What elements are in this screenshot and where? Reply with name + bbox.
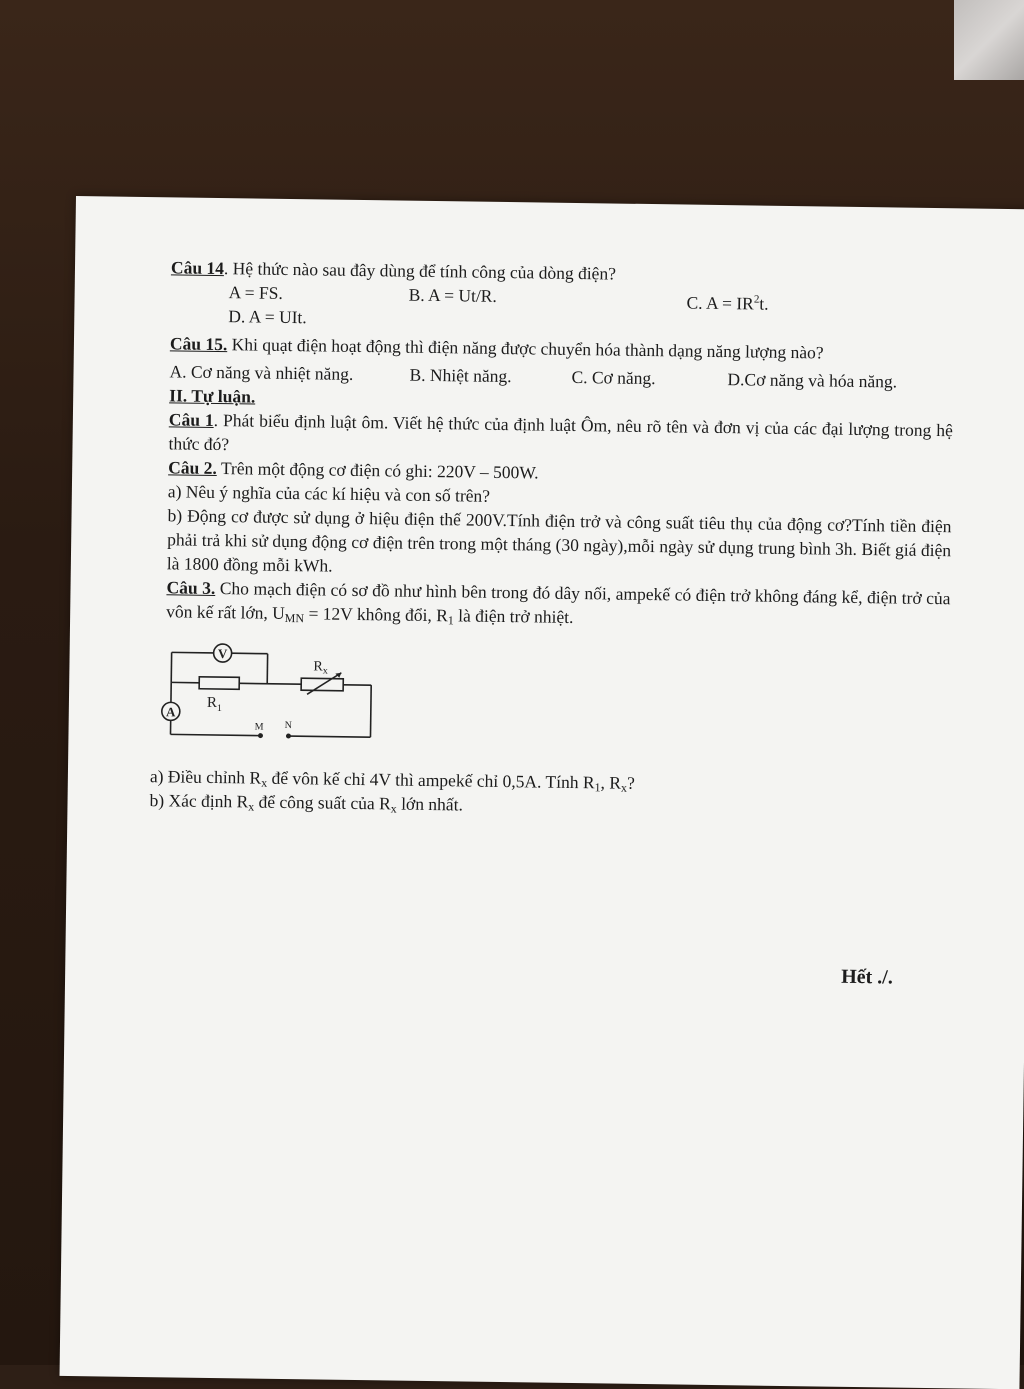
exam-paper xyxy=(60,196,1024,1389)
terminal-m xyxy=(258,733,263,738)
essay-q1-label: Câu 1 xyxy=(169,409,214,430)
m-label: M xyxy=(255,722,264,733)
q14-option-d: D. A = UIt. xyxy=(170,303,954,338)
essay-q3: Câu 3. Cho mạch điện có sơ đồ như hình bên trong đó dây nối, ampekế có điện trở không đáng kể, điện trở của vôn kế rất lớn, $U_{MN} = 12V$ không đổi, $R_1$ là điện trở nhiệt. xyxy=(166,575,951,639)
q14-option-a: A = FS. xyxy=(229,280,283,305)
q15-label: Câu 15. xyxy=(170,333,228,354)
n-label: N xyxy=(285,720,292,731)
essay-q3-b: b) Xác định $R_x$ để công suất của $R_x$ lớn nhất. xyxy=(149,788,947,823)
essay-q2-text: Trên một động cơ điện có ghi: 220V – 500W. xyxy=(217,458,539,482)
q15-option-b: B. Nhiệt năng. xyxy=(409,363,511,388)
exam-content xyxy=(163,255,955,823)
essay-q3-label: Câu 3. xyxy=(166,577,215,598)
q14-option-b: B. A = Ut/R. xyxy=(408,283,496,308)
q14-label: Câu 14 xyxy=(171,257,224,278)
q15-text: Khi quạt điện hoạt động thì điện năng được chuyển hóa thành dạng năng lượng nào? xyxy=(227,334,824,362)
rx-label: $R_x$ xyxy=(313,659,328,676)
essay-q2-a: a) Nêu ý nghĩa của các kí hiệu và con số trên? xyxy=(168,479,952,514)
essay-q2-label: Câu 2. xyxy=(168,457,217,478)
ammeter-label: A xyxy=(166,704,176,719)
plastic-wrapper xyxy=(954,0,1024,80)
section-title: II. Tự luận. xyxy=(169,383,953,418)
terminal-n xyxy=(286,733,291,738)
q14-text: . Hệ thức nào sau đây dùng để tính công của dòng điện? xyxy=(224,258,616,283)
voltmeter-label: V xyxy=(218,646,228,661)
essay-q3-a: a) Điều chỉnh $R_x$ để vôn kế chỉ 4V thì ampekế chỉ 0,5A. Tính $R_1$, $R_x$? xyxy=(150,764,948,799)
q15-option-c: C. Cơ năng. xyxy=(571,365,655,390)
q14-option-c: C. $A = IR^2t$. xyxy=(686,287,768,316)
essay-q1-text: . Phát biểu định luật ôm. Viết hệ thức của định luật Ôm, nêu rõ tên và đơn vị của các đại lượng trong hệ thức đó? xyxy=(168,410,953,454)
circuit-diagram xyxy=(156,638,398,761)
q15-option-d: D.Cơ năng và hóa năng. xyxy=(727,367,897,393)
essay-q2-b: b) Động cơ được sử dụng ở hiệu điện thế 200V.Tính điện trở và công suất tiêu thụ của động cơ?Tính tiền điện phải trả khi sử dụng động cơ điện trên trong một tháng (30 ngày),mỗi ngày sử dụng trung bình 3h. Biết giá điện là 1800 đồng mỗi kWh. xyxy=(167,503,952,586)
r1-label: $R_1$ xyxy=(207,695,222,714)
q15-option-a: A. Cơ năng và nhiệt năng. xyxy=(169,359,353,386)
end-mark: Hết ./. xyxy=(841,965,893,990)
